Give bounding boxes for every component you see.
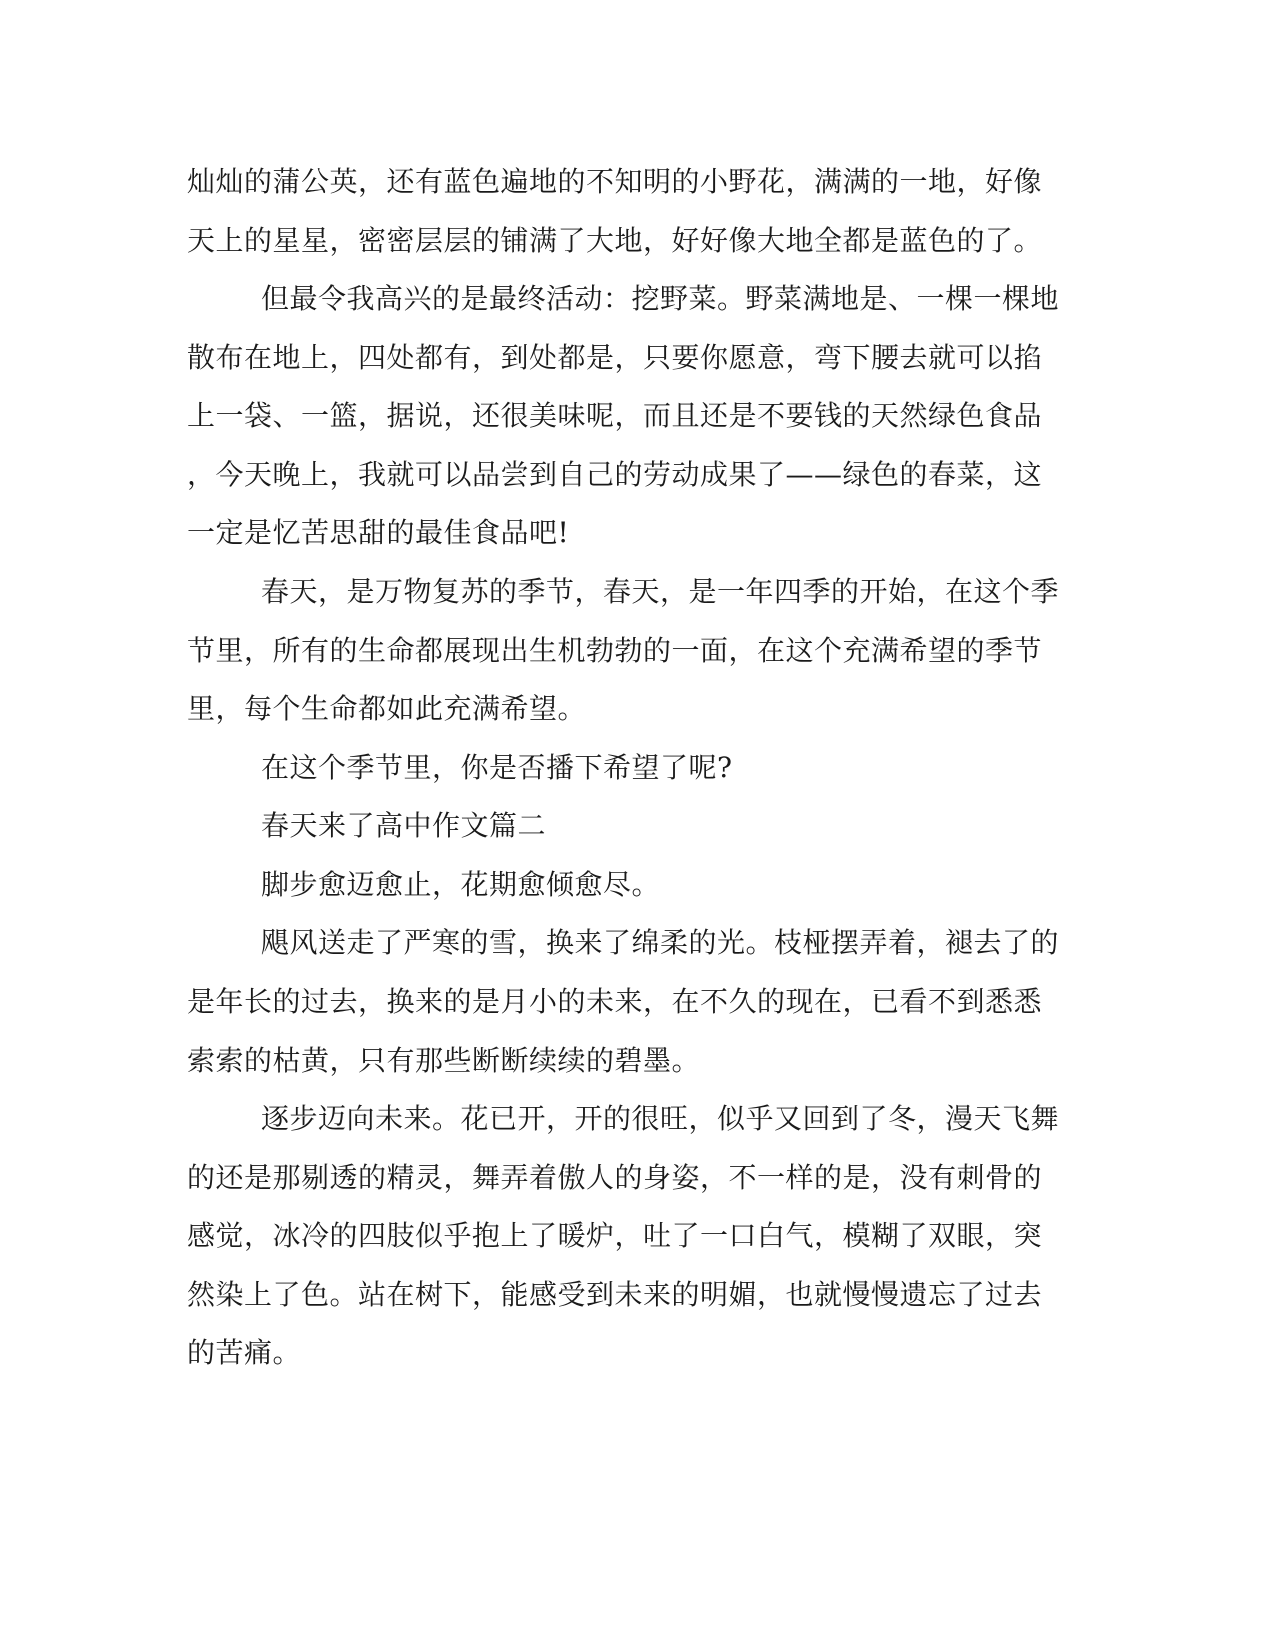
text-line: 逐步迈向未来。花已开，开的很旺，似乎又回到了冬，漫天飞舞: [261, 1102, 1060, 1135]
text-line: 索索的枯黄，只有那些断断续续的碧墨。: [187, 1044, 701, 1077]
text-line: 天上的星星，密密层层的铺满了大地，好好像大地全都是蓝色的了。: [187, 224, 1043, 257]
text-line: 春天，是万物复苏的季节，春天，是一年四季的开始，在这个季: [261, 575, 1060, 608]
text-line: 散布在地上，四处都有，到处都是，只要你愿意，弯下腰去就可以掐: [187, 341, 1043, 374]
text-line: 的苦痛。: [187, 1336, 302, 1369]
text-line: 里，每个生命都如此充满希望。: [187, 692, 587, 725]
text-line: 感觉，冰冷的四肢似乎抱上了暖炉，吐了一口白气，模糊了双眼，突: [187, 1219, 1043, 1252]
text-line: 灿灿的蒲公英，还有蓝色遍地的不知明的小野花，满满的一地，好像: [187, 165, 1043, 198]
text-line: 的还是那剔透的精灵，舞弄着傲人的身姿，不一样的是，没有刺骨的: [187, 1161, 1043, 1194]
section-heading: 春天来了高中作文篇二: [261, 809, 547, 842]
text-line: 在这个季节里，你是否播下希望了呢?: [261, 751, 733, 784]
text-line: 节里，所有的生命都展现出生机勃勃的一面，在这个充满希望的季节: [187, 634, 1043, 667]
text-line: 一定是忆苦思甜的最佳食品吧!: [187, 516, 570, 549]
text-line: 然染上了色。站在树下，能感受到未来的明媚，也就慢慢遗忘了过去: [187, 1278, 1043, 1311]
text-line: 是年长的过去，换来的是月小的未来，在不久的现在，已看不到悉悉: [187, 985, 1043, 1018]
text-line: 但最令我高兴的是最终活动：挖野菜。野菜满地是、一棵一棵地: [261, 282, 1060, 315]
text-line: 脚步愈迈愈止，花期愈倾愈尽。: [261, 868, 661, 901]
text-line: 上一袋、一篮，据说，还很美味呢，而且还是不要钱的天然绿色食品: [187, 399, 1043, 432]
text-line: ，今天晚上，我就可以品尝到自己的劳动成果了——绿色的春菜，这: [187, 458, 1043, 491]
text-line: 飓风送走了严寒的雪，换来了绵柔的光。枝桠摆弄着，褪去了的: [261, 926, 1060, 959]
